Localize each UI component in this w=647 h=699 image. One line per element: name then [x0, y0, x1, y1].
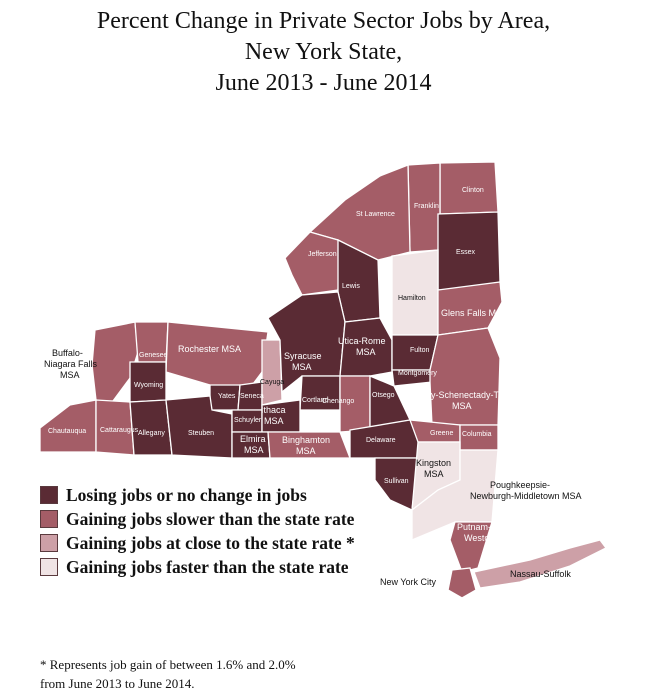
label-cayuga: Cayuga [260, 379, 285, 386]
label-albany-msa-2: MSA [452, 401, 472, 411]
legend-item-slower [40, 507, 355, 531]
legend-label-close: Gaining jobs at close to the state rate * [66, 532, 355, 553]
label-st-lawrence: St Lawrence [356, 211, 395, 218]
label-greene: Greene [430, 430, 454, 437]
label-steuben: Steuben [188, 430, 215, 437]
label-elmira-msa-1: Elmira [240, 434, 266, 444]
footnote [40, 655, 296, 693]
label-jefferson: Jefferson [308, 251, 337, 258]
title-line-2: New York State, [244, 39, 403, 65]
label-buffalo-1: Buffalo- [52, 348, 83, 358]
legend-label-losing: Losing jobs or no change in jobs [66, 484, 307, 505]
label-cortland: Cortland [302, 397, 329, 404]
label-poughkeepsie-1: Poughkeepsie- [490, 480, 551, 490]
area-jefferson [285, 232, 340, 295]
label-ithaca-msa-1: Ithaca [261, 405, 286, 415]
label-essex: Essex [456, 249, 476, 256]
area-rochester-msa [166, 322, 268, 388]
label-albany-msa-1: Albany-Schenectady-Troy [408, 390, 512, 400]
area-cayuga [260, 340, 285, 405]
label-allegany: Allegany [138, 430, 165, 437]
label-otsego: Otsego [372, 392, 395, 399]
label-chenango: Chenango [322, 398, 355, 405]
label-binghamton-msa-2: MSA [296, 446, 316, 456]
label-rochester-msa: Rochester MSA [178, 344, 242, 354]
label-elmira-msa-2: MSA [244, 445, 264, 455]
label-delaware: Delaware [366, 437, 396, 444]
label-columbia: Columbia [462, 431, 492, 438]
label-syracuse-msa-1: Syracuse [284, 351, 322, 361]
label-poughkeepsie-2: Newburgh-Middletown MSA [470, 491, 582, 501]
label-utica-rome-msa-2: MSA [356, 347, 376, 357]
label-ithaca-msa-2: MSA [264, 416, 284, 426]
label-putnam-1: Putnam-Rockland- [457, 522, 532, 532]
legend-swatch-close [40, 534, 58, 552]
area-chautauqua [40, 400, 96, 452]
label-schuyler: Schuyler [234, 417, 262, 424]
label-utica-rome-msa-1: Utica-Rome [338, 336, 386, 346]
title-line-3: June 2013 - June 2014 [215, 70, 432, 96]
area-new-york-city [448, 568, 476, 598]
label-kingston-msa-2: MSA [424, 469, 444, 479]
footnote-line-1: * Represents job gain of between 1.6% and 2.0% [40, 657, 296, 672]
legend-swatch-slower [40, 510, 58, 528]
legend-item-close [40, 531, 355, 555]
label-nassau-suffolk: Nassau-Suffolk [510, 569, 571, 579]
area-hamilton [392, 250, 438, 335]
label-chautauqua: Chautauqua [48, 428, 87, 435]
label-hamilton: Hamilton [398, 295, 426, 302]
label-clinton: Clinton [462, 187, 484, 194]
area-nassau-suffolk [474, 540, 606, 588]
label-putnam-2: Westchester [464, 533, 514, 543]
label-yates: Yates [218, 393, 236, 400]
label-syracuse-msa-2: MSA [292, 362, 312, 372]
label-seneca: Seneca [240, 393, 264, 400]
label-buffalo-2: Niagara Falls [44, 359, 98, 369]
label-sullivan: Sullivan [384, 478, 409, 485]
label-wyoming: Wyoming [134, 382, 164, 389]
legend-item-faster [40, 555, 355, 579]
label-genesee: Genesee [139, 352, 168, 359]
label-lewis: Lewis [342, 283, 360, 290]
label-cattaraugus: Cattaraugus [100, 427, 139, 434]
legend-label-faster: Gaining jobs faster than the state rate [66, 556, 349, 577]
legend-item-losing [40, 483, 355, 507]
legend-swatch-losing [40, 486, 58, 504]
legend-swatch-faster [40, 558, 58, 576]
legend [40, 483, 355, 579]
label-kingston-msa-1: Kingston [416, 458, 452, 468]
label-montgomery: Montgomery [398, 370, 437, 377]
title-line-1: Percent Change in Private Sector Jobs by Area, [96, 8, 551, 34]
label-buffalo-3: MSA [60, 370, 80, 380]
label-glens-falls-msa: Glens Falls MSA [441, 308, 509, 318]
label-franklin: Franklin [414, 203, 439, 210]
footnote-line-2: from June 2013 to June 2014. [40, 676, 195, 691]
label-fulton: Fulton [410, 347, 430, 354]
label-binghamton-msa-1: Binghamton [282, 435, 331, 445]
legend-label-slower: Gaining jobs slower than the state rate [66, 508, 355, 529]
label-new-york-city: New York City [380, 577, 437, 587]
